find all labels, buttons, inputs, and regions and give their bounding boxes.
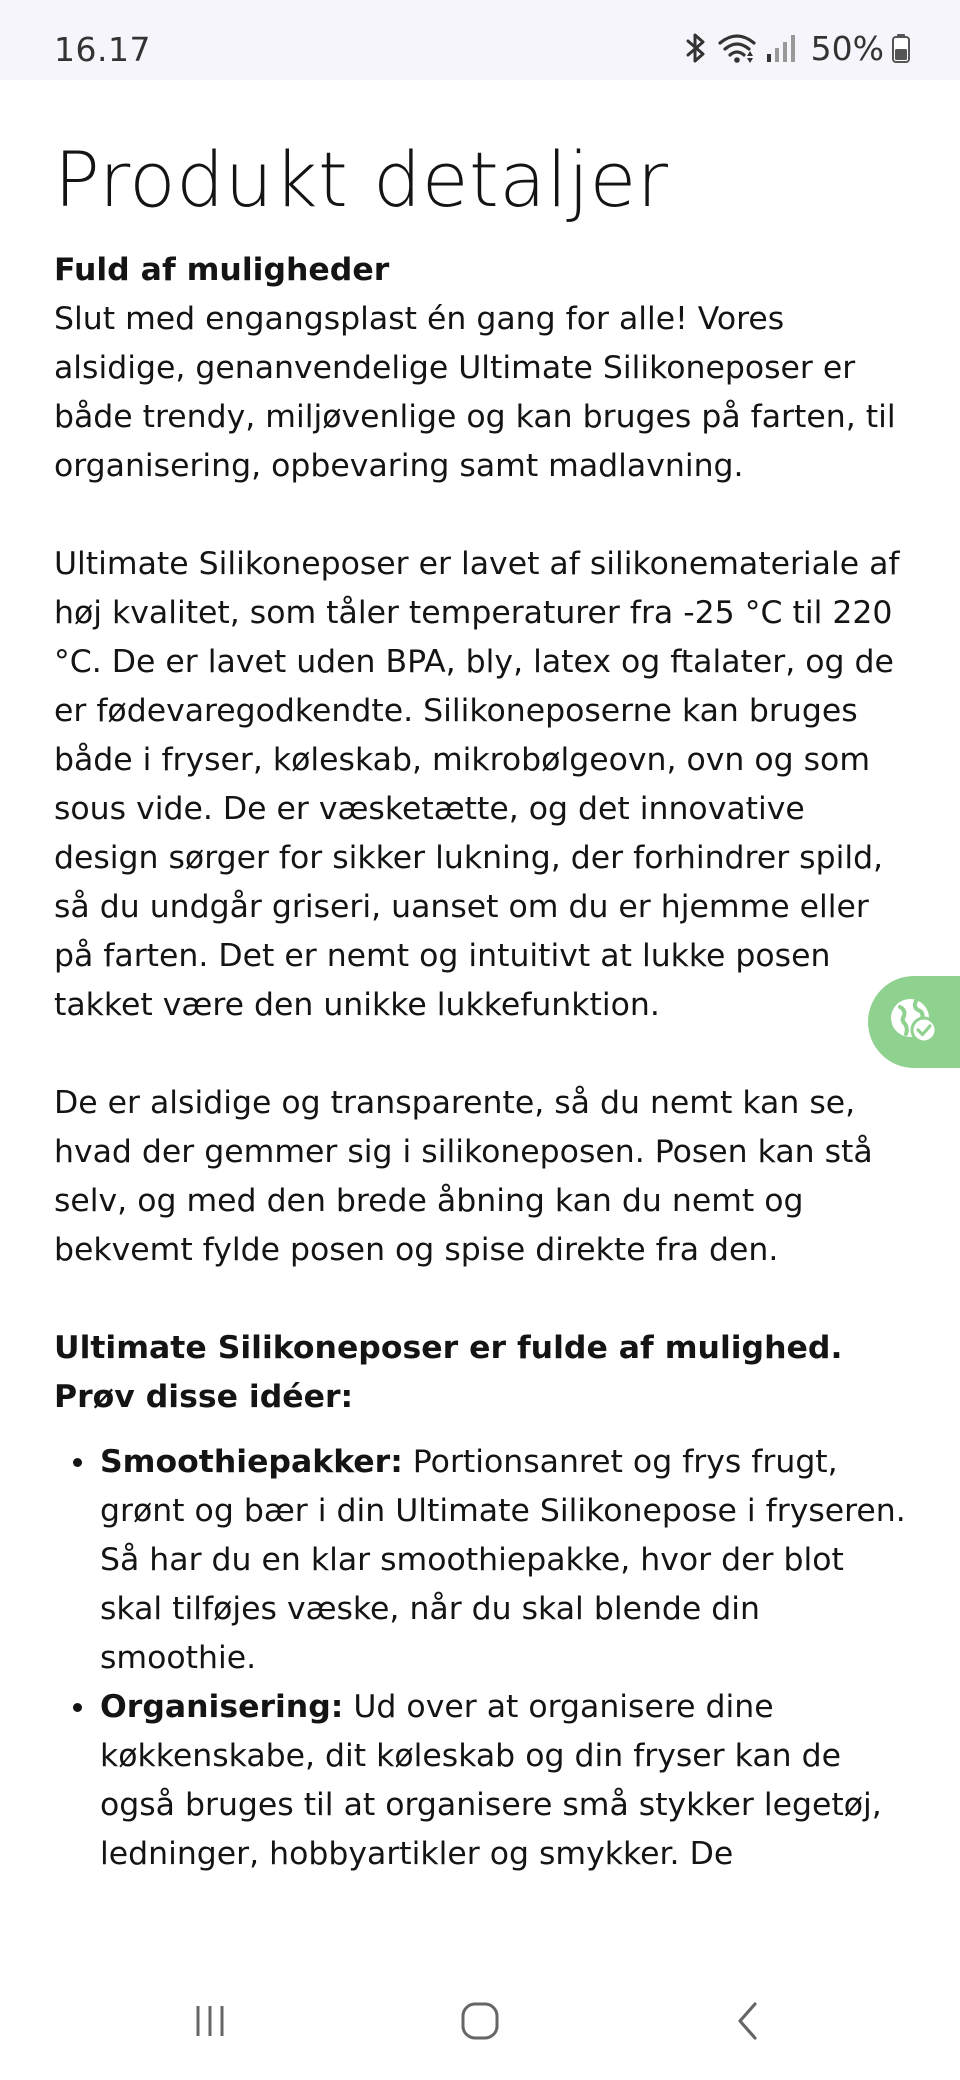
intro-paragraph: Slut med engangsplast én gang for alle! Vores alsidige, genanvendelige Ultimate Silikoneposer er både trendy, miljøvenlige og kan bruges på farten, til organisering, opbevaring samt madlavning. <box>54 301 896 484</box>
idea-term: Organisering: <box>100 1689 344 1725</box>
wifi-icon <box>717 32 757 64</box>
list-item <box>100 1683 906 1879</box>
battery-icon <box>892 32 910 64</box>
bluetooth-icon <box>683 32 709 64</box>
signal-icon <box>765 32 797 64</box>
ideas-list <box>54 1438 906 1879</box>
transparency-paragraph: De er alsidige og transparente, så du nemt kan se, hvad der gemmer sig i silikoneposen. Posen kan stå selv, og med den brede åbning kan du nemt og bekvemt fylde posen og spise direkte fra den. <box>54 1085 873 1268</box>
idea-text: Ud over at organisere dine køkkenskabe, dit køleskab og din fryser kan de også bruges til at organisere små stykker legetøj, ledninger, hobbyartikler og smykker. De <box>100 1689 882 1872</box>
idea-text: Portionsanret og frys frugt, grønt og bær i din Ultimate Silikonepose i fryseren. Så har du en klar smoothiepakke, hvor der blot skal tilføjes væske, når du skal blende din smoothie. <box>100 1444 906 1676</box>
back-button[interactable] <box>718 1998 778 2048</box>
status-time: 16.17 <box>54 30 151 69</box>
list-item <box>100 1438 906 1683</box>
recent-apps-button[interactable] <box>180 1998 240 2048</box>
globe-check-icon <box>886 992 942 1052</box>
status-icons <box>683 28 910 68</box>
back-icon <box>728 1999 768 2047</box>
recent-apps-icon <box>190 2001 230 2045</box>
page-title: Produkt detaljer <box>54 135 669 224</box>
home-icon <box>458 1999 502 2047</box>
product-details-content <box>54 80 906 1960</box>
battery-percentage: 50% <box>810 28 884 68</box>
material-paragraph: Ultimate Silikoneposer er lavet af silikonemateriale af høj kvalitet, som tåler temperaturer fra -25 °C til 220 °C. De er lavet uden BPA, bly, latex og ftalater, og de er fødevaregodkendte. Silikoneposerne kan bruges både i fryser, køleskab, mikrobølgeovn, ovn og som sous vide. De er væsketætte, og det innovative design sørger for sikker lukning, der forhindrer spild, så du undgår griseri, uanset om du er hjemme eller på farten. Det er nemt og intuitivt at lukke posen takket være den unikke lukkefunktion. <box>54 546 900 1023</box>
status-bar <box>0 0 960 80</box>
section-subheading: Fuld af muligheder <box>54 252 390 288</box>
ideas-heading: Ultimate Silikoneposer er fulde af mulighed. Prøv disse idéer: <box>54 1330 843 1415</box>
idea-term: Smoothiepakker: <box>100 1444 403 1480</box>
floating-globe-button[interactable] <box>868 976 960 1068</box>
home-button[interactable] <box>450 1998 510 2048</box>
system-nav-bar <box>0 1960 960 2080</box>
